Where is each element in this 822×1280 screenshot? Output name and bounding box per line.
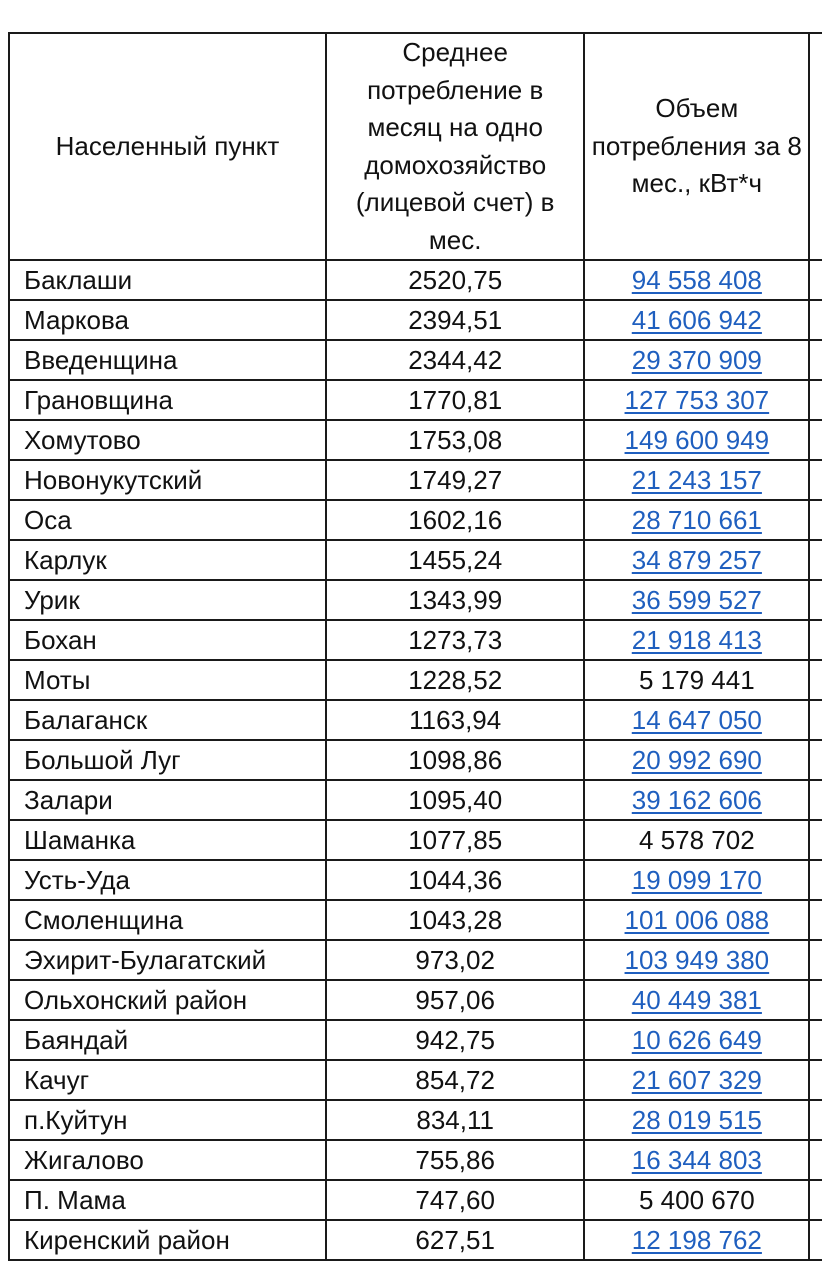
table-row xyxy=(9,420,822,460)
volume-cell xyxy=(584,1020,809,1060)
avg-consumption-cell: 2394,51 xyxy=(326,300,585,340)
volume-link[interactable]: 101 006 088 xyxy=(624,905,770,935)
cut-column-cell xyxy=(809,740,822,780)
table-row xyxy=(9,540,822,580)
settlement-cell: Качуг xyxy=(9,1060,326,1100)
table-row xyxy=(9,260,822,300)
cut-column-cell xyxy=(809,1060,822,1100)
cut-column-cell xyxy=(809,540,822,580)
volume-link[interactable]: 94 558 408 xyxy=(631,265,762,295)
cut-column-cell xyxy=(809,260,822,300)
volume-cell xyxy=(584,740,809,780)
volume-link[interactable]: 127 753 307 xyxy=(624,385,770,415)
settlement-cell: Новонукутский xyxy=(9,460,326,500)
volume-link[interactable]: 21 607 329 xyxy=(631,1065,762,1095)
volume-link[interactable]: 21 918 413 xyxy=(631,625,762,655)
settlement-cell: Баклаши xyxy=(9,260,326,300)
cut-column-cell xyxy=(809,780,822,820)
avg-consumption-cell: 1753,08 xyxy=(326,420,585,460)
table-row xyxy=(9,1220,822,1260)
volume-cell xyxy=(584,700,809,740)
volume-cell xyxy=(584,340,809,380)
settlement-cell: Введенщина xyxy=(9,340,326,380)
volume-link[interactable]: 19 099 170 xyxy=(631,865,762,895)
volume-cell xyxy=(584,1140,809,1180)
volume-link[interactable]: 34 879 257 xyxy=(631,545,762,575)
settlement-cell: П. Мама xyxy=(9,1180,326,1220)
table-row xyxy=(9,460,822,500)
settlement-cell: Жигалово xyxy=(9,1140,326,1180)
avg-consumption-cell: 1749,27 xyxy=(326,460,585,500)
volume-cell xyxy=(584,1180,809,1220)
settlement-cell: Маркова xyxy=(9,300,326,340)
avg-consumption-cell: 957,06 xyxy=(326,980,585,1020)
header-volume: Объем потребления за 8 мес., кВт*ч xyxy=(584,33,809,260)
avg-consumption-cell: 1770,81 xyxy=(326,380,585,420)
table-row xyxy=(9,1100,822,1140)
volume-cell xyxy=(584,420,809,460)
avg-consumption-cell: 942,75 xyxy=(326,1020,585,1060)
volume-link[interactable]: 12 198 762 xyxy=(631,1225,762,1255)
table-row xyxy=(9,900,822,940)
avg-consumption-cell: 1044,36 xyxy=(326,860,585,900)
avg-consumption-cell: 1343,99 xyxy=(326,580,585,620)
avg-consumption-cell: 747,60 xyxy=(326,1180,585,1220)
settlement-cell: п.Куйтун xyxy=(9,1100,326,1140)
volume-cell xyxy=(584,620,809,660)
cut-column-cell xyxy=(809,500,822,540)
volume-link[interactable]: 20 992 690 xyxy=(631,745,762,775)
volume-value: 5 400 670 xyxy=(639,1185,755,1215)
volume-cell xyxy=(584,460,809,500)
volume-cell xyxy=(584,1220,809,1260)
volume-link[interactable]: 149 600 949 xyxy=(624,425,770,455)
volume-link[interactable]: 103 949 380 xyxy=(624,945,770,975)
avg-consumption-cell: 834,11 xyxy=(326,1100,585,1140)
settlement-cell: Усть-Уда xyxy=(9,860,326,900)
settlement-cell: Большой Луг xyxy=(9,740,326,780)
cut-column-cell xyxy=(809,980,822,1020)
volume-link[interactable]: 16 344 803 xyxy=(631,1145,762,1175)
table-row xyxy=(9,620,822,660)
cut-column-cell xyxy=(809,1180,822,1220)
volume-cell xyxy=(584,820,809,860)
volume-cell xyxy=(584,940,809,980)
volume-link[interactable]: 41 606 942 xyxy=(631,305,762,335)
table-row xyxy=(9,700,822,740)
table-row xyxy=(9,860,822,900)
settlement-cell: Эхирит-Булагатский xyxy=(9,940,326,980)
table-row xyxy=(9,740,822,780)
avg-consumption-cell: 1077,85 xyxy=(326,820,585,860)
volume-cell xyxy=(584,500,809,540)
table-row xyxy=(9,940,822,980)
spreadsheet-area xyxy=(8,32,822,1261)
cut-column-cell xyxy=(809,820,822,860)
settlement-cell: Смоленщина xyxy=(9,900,326,940)
table-row xyxy=(9,1020,822,1060)
volume-link[interactable]: 21 243 157 xyxy=(631,465,762,495)
volume-link[interactable]: 28 019 515 xyxy=(631,1105,762,1135)
table-row xyxy=(9,780,822,820)
settlement-cell: Урик xyxy=(9,580,326,620)
table-row xyxy=(9,340,822,380)
table-row xyxy=(9,820,822,860)
settlement-cell: Балаганск xyxy=(9,700,326,740)
settlement-cell: Моты xyxy=(9,660,326,700)
table-row xyxy=(9,1180,822,1220)
volume-link[interactable]: 36 599 527 xyxy=(631,585,762,615)
table-row xyxy=(9,980,822,1020)
cut-column-cell xyxy=(809,700,822,740)
avg-consumption-cell: 1228,52 xyxy=(326,660,585,700)
volume-cell xyxy=(584,900,809,940)
cut-column-cell xyxy=(809,420,822,460)
volume-link[interactable]: 40 449 381 xyxy=(631,985,762,1015)
avg-consumption-cell: 1098,86 xyxy=(326,740,585,780)
avg-consumption-cell: 854,72 xyxy=(326,1060,585,1100)
volume-cell xyxy=(584,300,809,340)
settlement-cell: Хомутово xyxy=(9,420,326,460)
settlement-cell: Шаманка xyxy=(9,820,326,860)
cut-column-cell xyxy=(809,340,822,380)
volume-cell xyxy=(584,380,809,420)
cut-column-cell xyxy=(809,1220,822,1260)
table-row xyxy=(9,1060,822,1100)
volume-link[interactable]: 28 710 661 xyxy=(631,505,762,535)
volume-value: 5 179 441 xyxy=(639,665,755,695)
table-body xyxy=(9,260,822,1260)
avg-consumption-cell: 1455,24 xyxy=(326,540,585,580)
table-row xyxy=(9,1140,822,1180)
avg-consumption-cell: 627,51 xyxy=(326,1220,585,1260)
settlement-cell: Оса xyxy=(9,500,326,540)
cut-column-cell xyxy=(809,620,822,660)
avg-consumption-cell: 1273,73 xyxy=(326,620,585,660)
avg-consumption-cell: 755,86 xyxy=(326,1140,585,1180)
table-row xyxy=(9,580,822,620)
table-row xyxy=(9,660,822,700)
volume-link[interactable]: 39 162 606 xyxy=(631,785,762,815)
cut-column-cell xyxy=(809,300,822,340)
volume-link[interactable]: 14 647 050 xyxy=(631,705,762,735)
cut-column-cell xyxy=(809,940,822,980)
volume-link[interactable]: 29 370 909 xyxy=(631,345,762,375)
volume-cell xyxy=(584,580,809,620)
volume-cell xyxy=(584,1060,809,1100)
avg-consumption-cell: 2344,42 xyxy=(326,340,585,380)
settlement-cell: Карлук xyxy=(9,540,326,580)
avg-consumption-cell: 1602,16 xyxy=(326,500,585,540)
volume-cell xyxy=(584,980,809,1020)
cut-column-cell xyxy=(809,1140,822,1180)
volume-cell xyxy=(584,860,809,900)
header-settlement: Населенный пункт xyxy=(9,33,326,260)
consumption-table xyxy=(8,32,822,1261)
table-row xyxy=(9,500,822,540)
volume-cell xyxy=(584,660,809,700)
volume-cell xyxy=(584,1100,809,1140)
header-cut-column xyxy=(809,33,822,260)
volume-value: 4 578 702 xyxy=(639,825,755,855)
table-row xyxy=(9,300,822,340)
avg-consumption-cell: 1095,40 xyxy=(326,780,585,820)
settlement-cell: Залари xyxy=(9,780,326,820)
settlement-cell: Баяндай xyxy=(9,1020,326,1060)
cut-column-cell xyxy=(809,580,822,620)
settlement-cell: Киренский район xyxy=(9,1220,326,1260)
volume-cell xyxy=(584,540,809,580)
avg-consumption-cell: 973,02 xyxy=(326,940,585,980)
header-avg-consumption: Среднее потребление в месяц на одно домохозяйство (лицевой счет) в мес. xyxy=(326,33,585,260)
avg-consumption-cell: 2520,75 xyxy=(326,260,585,300)
avg-consumption-cell: 1043,28 xyxy=(326,900,585,940)
settlement-cell: Ольхонский район xyxy=(9,980,326,1020)
settlement-cell: Бохан xyxy=(9,620,326,660)
header-row xyxy=(9,33,822,260)
table-row xyxy=(9,380,822,420)
volume-cell xyxy=(584,780,809,820)
volume-link[interactable]: 10 626 649 xyxy=(631,1025,762,1055)
cut-column-cell xyxy=(809,900,822,940)
cut-column-cell xyxy=(809,660,822,700)
cut-column-cell xyxy=(809,380,822,420)
cut-column-cell xyxy=(809,460,822,500)
cut-column-cell xyxy=(809,1100,822,1140)
volume-cell xyxy=(584,260,809,300)
cut-column-cell xyxy=(809,860,822,900)
cut-column-cell xyxy=(809,1020,822,1060)
settlement-cell: Грановщина xyxy=(9,380,326,420)
avg-consumption-cell: 1163,94 xyxy=(326,700,585,740)
